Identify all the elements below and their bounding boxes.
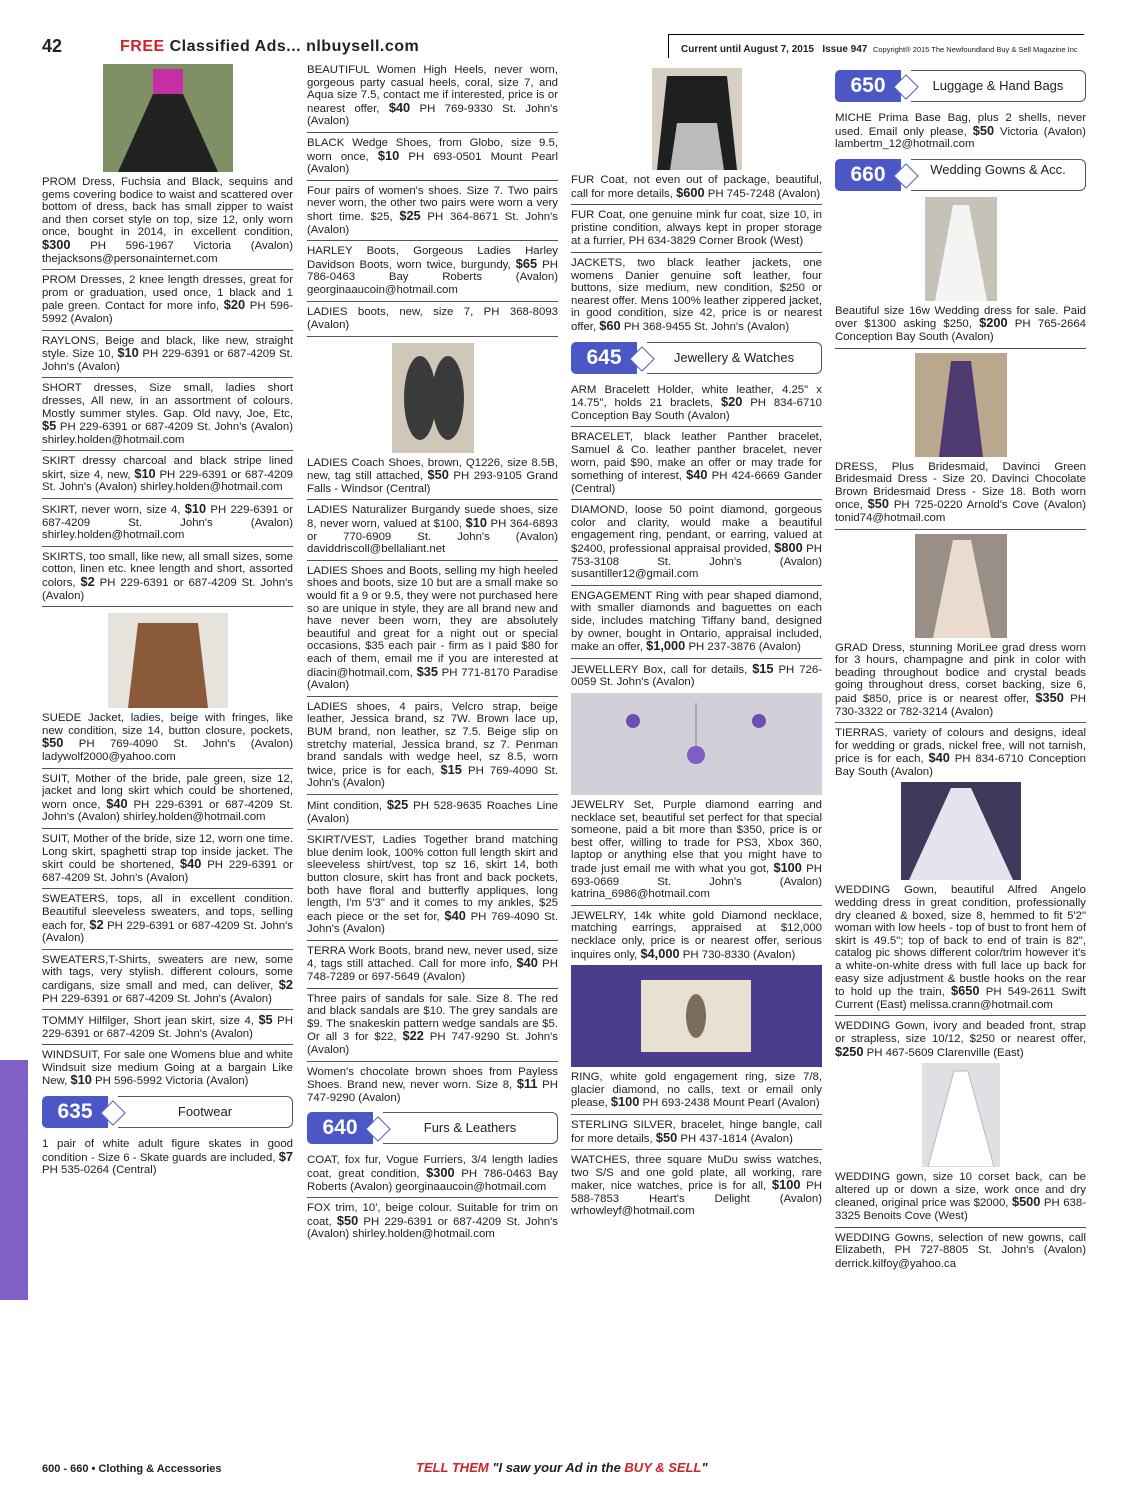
ad-ivory-gown: WEDDING Gown, ivory and beaded front, strap or strapless, size 10/12, $250 or nearest offer, $250 PH 467-5609 Clarenville (East) bbox=[835, 1020, 1086, 1059]
ad-fox-coat: COAT, fox fur, Vogue Furriers, 3/4 length ladies coat, great condition, $300 PH 786-0463 Bay Roberts (Avalon) georginaaucoin@hotmail.com bbox=[307, 1150, 558, 1198]
ad-shoes-and-boots: LADIES Shoes and Boots, selling my high heeled shoes and boots, size 10 but are a small make so would fit a 9 or 9.5, they were not purchased here so are unique in style, they are all brand new and have never been worn, they are absolutely beautiful and great for a night out or special occasions, $35 each pair - firm as I paid $80 for each of them, email me if you are interested at diacin@hotmail.com, $35 PH 771-8170 Paradise (Avalon) bbox=[307, 561, 558, 697]
column-4 bbox=[835, 64, 1086, 1274]
ad-suit-pale-green: SUIT, Mother of the bride, pale green, size 12, jacket and long skirt which could be shortened, worn once, $40 PH 229-6391 or 687-4209 St. John's (Avalon) shirley.holden@hotmail.com bbox=[42, 769, 293, 829]
section-635-footwear[interactable] bbox=[42, 1096, 293, 1128]
ad-coach-shoes: LADIES Coach Shoes, brown, Q1226, size 8.5B, new, tag still attached, $50 PH 293-9105 Grand Falls - Windsor (Central) bbox=[307, 453, 558, 501]
classified-label: Classified Ads... bbox=[169, 38, 302, 55]
ad-photo-jewelry-set bbox=[571, 693, 822, 795]
ad-grad-dress: GRAD Dress, stunning MoriLee grad dress worn for 3 hours, champagne and pink in color with beading throughout bodice and crystal beads going throughout dress, corset backing, size 6, paid $850, price is or nearest offer, $350 PH 730-3322 or 782-3214 (Avalon) bbox=[835, 638, 1086, 724]
ad-photo-bridesmaid bbox=[915, 353, 1007, 457]
ad-suede-jacket: SUEDE Jacket, ladies, beige with fringes, like new condition, size 14, button closure, pockets, $50 PH 769-4090 St. John's (Avalon) ladywolf2000@yahoo.com bbox=[42, 708, 293, 768]
ad-sandals: Three pairs of sandals for sale. Size 8. The red and black sandals are $10. The grey sandals are $9. The snakeskin pattern wedge sandals are $5. Or all 3 for $22, $22 PH 747-9290 St. John's (Avalon) bbox=[307, 989, 558, 1062]
ad-panther-bracelet: BRACELET, black leather Panther bracelet, Samuel & Co. leather panther bracelet, never worn, paid $90, make an offer or may trade for something of interest, $40 PH 424-6669 Gander (Central) bbox=[571, 427, 822, 500]
site-link[interactable]: nlbuysell.com bbox=[306, 38, 420, 55]
ad-bridesmaid: DRESS, Plus Bridesmaid, Davinci Green Bridesmaid Dress - Size 20. Davinci Chocolate Brown Bridesmaid Dress - Size 18. Both worn once, $50 PH 725-0220 Arnold's Cove (Avalon) tonid74@hotmail.com bbox=[835, 457, 1086, 530]
ad-diamond: DIAMOND, loose 50 point diamond, gorgeous color and clarity, would make a beautiful engagement ring, pendant, or earring, valued at $2400, professional appraisal provided, $800 PH 753-3108 St. John's (Avalon) susantiller12@gmail.com bbox=[571, 500, 822, 586]
corset-gown-image bbox=[922, 1063, 1000, 1167]
section-number: 635 bbox=[42, 1096, 108, 1128]
ad-photo-fur-coat bbox=[652, 68, 742, 170]
section-label: Luggage & Hand Bags bbox=[911, 70, 1086, 102]
section-645-jewellery[interactable] bbox=[571, 342, 822, 374]
section-label: Footwear bbox=[118, 1096, 293, 1128]
ad-photo-prom-dress bbox=[103, 64, 233, 172]
ad-photo-ring bbox=[571, 965, 822, 1067]
ad-photo-suede-jacket bbox=[108, 613, 228, 708]
coach-shoes-image bbox=[392, 343, 474, 453]
ad-raylons: RAYLONS, Beige and black, like new, straight style. Size 10, $10 PH 229-6391 or 687-4209 St. John's (Avalon) bbox=[42, 331, 293, 379]
ad-jewelry-set: JEWELRY Set, Purple diamond earring and necklace set, beautiful set perfect for that special someone, paid a bit more than $350, price is or best offer, willing to trade for PS3, Xbox 360, laptop or anything else that you might have to trade just email me with what you got, $100 PH 693-0669 St. John's (Avalon) katrina_6986@hotmail.com bbox=[571, 795, 822, 906]
quote-pre: "I saw your Ad in the bbox=[492, 1460, 625, 1475]
section-number: 650 bbox=[835, 70, 901, 102]
free-label: FREE bbox=[120, 38, 165, 55]
ad-wedding-dress-16w: Beautiful size 16w Wedding dress for sale. Paid over $1300 asking $250, $200 PH 765-2664 Conception Bay South (Avalon) bbox=[835, 301, 1086, 349]
ad-harley-boots: HARLEY Boots, Gorgeous Ladies Harley Davidson Boots, worn twice, burgundy, $65 PH 786-0463 Bay Roberts (Avalon) georginaaucoin@hotmail.com bbox=[307, 241, 558, 301]
ad-prom-dresses: PROM Dresses, 2 knee length dresses, great for prom or graduation, used once, 1 black and 1 pale green. Contact for more info, $20 PH 596-5992 (Avalon) bbox=[42, 270, 293, 330]
ad-photo-alfred-angelo bbox=[901, 782, 1021, 880]
ad-windsuit: WINDSUIT, For sale one Womens blue and white Windsuit size medium Going at a bargain Like New, $10 PH 596-5992 Victoria (Avalon) bbox=[42, 1049, 293, 1088]
ad-terra-boots: TERRA Work Boots, brand new, never used, size 4, tags still attached. Call for more info, $40 PH 748-7289 or 697-5649 (Avalon) bbox=[307, 941, 558, 989]
tell-them-label: TELL THEM bbox=[416, 1460, 489, 1475]
wedding-dress-image bbox=[925, 197, 997, 301]
column-3 bbox=[571, 64, 822, 1222]
header-title bbox=[120, 38, 419, 56]
ring-image bbox=[571, 965, 822, 1067]
section-number: 660 bbox=[835, 159, 901, 191]
ad-arm-bracelet-holder: ARM Bracelett Holder, white leather, 4.25" x 14.75", holds 21 braclets, $20 PH 834-6710 Conception Bay South (Avalon) bbox=[571, 380, 822, 428]
ad-four-pairs: Four pairs of women's shoes. Size 7. Two pairs never worn, the other two pairs were worn a very short time. $25, $25 PH 364-8671 St. John's (Avalon) bbox=[307, 181, 558, 241]
page-header bbox=[0, 30, 1129, 64]
ad-prom-dress: PROM Dress, Fuchsia and Black, sequins and gems covering bodice to waist and scattered over bottom of dress, back has small zipper to waist and then corset style on top, size 12, only worn once, bought in 2014, in excellent condition, $300 PH 596-1967 Victoria (Avalon) thejacksons@personainternet.com bbox=[42, 172, 293, 270]
ad-skirt-vest: SKIRT/VEST, Ladies Together brand matching blue denim look, 100% cotton full length skirt and sleeveless shirt/vest, top sz 16, skirt 14, both button closure, skirt has front and back pockets, both have floral and butterfly appliques, long length, I'm 5'3" and it comes to my ankles, $25 each piece or the set for, $40 PH 769-4090 St. John's (Avalon) bbox=[307, 830, 558, 941]
ad-jewellery-box: JEWELLERY Box, call for details, $15 PH 726-0059 St. John's (Avalon) bbox=[571, 660, 823, 689]
column-1 bbox=[42, 64, 293, 1181]
ad-suit-size12: SUIT, Mother of the bride, size 12, worn one time. Long skirt, spaghetti strap top inside jacket. The skirt could be shortened, $40 PH 229-6391 or 687-4209 St. John's (Avalon) bbox=[42, 829, 293, 889]
section-number: 645 bbox=[571, 342, 637, 374]
ad-watches: WATCHES, three square MuDu swiss watches, two S/S and one gold plate, all working, rare maker, nice watches, price is for all, $100 PH 588-7853 Heart's Delight (Avalon) wrhowleyf@hotmail.com bbox=[571, 1154, 822, 1218]
ad-ring: RING, white gold engagement ring, size 7/8, glacier diamond, no calls, text or email only please, $100 PH 693-2438 Mount Pearl (Avalon) bbox=[571, 1067, 822, 1115]
section-650-luggage[interactable] bbox=[835, 70, 1086, 102]
ad-alfred-angelo: WEDDING Gown, beautiful Alfred Angelo wedding dress in great condition, professionally dry cleaned & boxed, size 8, hemmed to fit 5'2" woman with low heels - top of bust to front hem of skirt is 49.5"; top of back to end of train is 82", catalog pic shows different color/trim however it's a white-on-white dress with full lace up back for easy size adjustment & bustle hooks on the rear to hold up the train, $650 PH 549-2611 Swift Current (East) melissa.crann@hotmail.com bbox=[835, 880, 1086, 1016]
page-number: 42 bbox=[42, 36, 63, 56]
ad-diamond-necklace: JEWELRY, 14k white gold Diamond necklace, matching earrings, appraised at $12,000 necklace only, price is or nearest offer, serious inquires only, $4,000 PH 730-8330 (Avalon) bbox=[571, 909, 822, 961]
ad-photo-wedding-dress-16w bbox=[925, 197, 997, 301]
ad-high-heels: BEAUTIFUL Women High Heels, never worn, gorgeous party casual heels, coral, size 7, and Aqua size 7.5, contact me if interested, price is or nearest offer, $40 PH 769-9330 St. John's (Avalon) bbox=[307, 64, 558, 133]
ad-skirts: SKIRTS, too small, like new, all small sizes, some cotton, linen etc. knee length and short, assorted colors, $2 PH 229-6391 or 687-4209 St. John's (Avalon) bbox=[42, 547, 293, 607]
ad-sweaters-tops: SWEATERS, tops, all in excellent condition. Beautiful sleeveless sweaters, and tops, selling each for, $2 PH 229-6391 or 687-4209 St. John's (Avalon) bbox=[42, 889, 293, 949]
issue-info bbox=[668, 34, 1084, 58]
grad-dress-image bbox=[915, 534, 1007, 638]
ad-leather-jackets: JACKETS, two black leather jackets, one womens Danier genuine soft leather, four buttons, size medium, new condition, $250 or nearest offer. Mens 100% leather zippered jacket, in good condition, size 42, price is or nearest offer, $60 PH 368-9455 St. John's (Avalon) bbox=[571, 256, 822, 333]
suede-jacket-image bbox=[108, 613, 228, 708]
ad-gowns-selection: WEDDING Gowns, selection of new gowns, call Elizabeth, PH 727-8805 St. John's (Avalon) derrick.kilfoy@yahoo.ca bbox=[835, 1231, 1086, 1270]
prom-dress-image bbox=[103, 64, 233, 172]
ad-skirt-never-worn: SKIRT, never worn, size 4, $10 PH 229-6391 or 687-4209 St. John's (Avalon) shirley.holden@hotmail.com bbox=[42, 499, 293, 547]
section-number: 640 bbox=[307, 1112, 373, 1144]
side-color-tab bbox=[0, 1060, 28, 1300]
current-until: Current until August 7, 2015 bbox=[681, 44, 814, 55]
ad-miche-bag: MICHE Prima Base Bag, plus 2 shells, never used. Email only please, $50 Victoria (Avalon) lambertm_12@hotmail.com bbox=[835, 112, 1086, 151]
wedding-gown-image bbox=[901, 782, 1021, 880]
ad-short-dresses: SHORT dresses, Size small, ladies short dresses, All new, in an assortment of colours. Mostly summer styles. Gap. Old navy, Joe, Etc, $5 PH 229-6391 or 687-4209 St. John's (Avalon) shirley.holden@hotmail.com bbox=[42, 378, 293, 451]
ad-chocolate-shoes: Women's chocolate brown shoes from Payless Shoes. Brand new, never worn. Size 8, $11 PH 747-9290 (Avalon) bbox=[307, 1065, 558, 1104]
ad-tommy: TOMMY Hilfilger, Short jean skirt, size 4, $5 PH 229-6391 or 687-4209 St. John's (Avalon) bbox=[42, 1010, 293, 1045]
quote-brand: BUY & SELL bbox=[624, 1460, 702, 1475]
ad-sterling-silver: STERLING SILVER, bracelet, hinge bangle, call for more details, $50 PH 437-1814 (Avalon) bbox=[571, 1115, 822, 1150]
ad-mink-coat: FUR Coat, one genuine mink fur coat, size 10, in pristine condition, always kept in proper storage at a furrier, PH 634-3829 Corner Brook (West) bbox=[571, 205, 822, 253]
footer-tell-them bbox=[416, 1460, 708, 1475]
ad-figure-skates: 1 pair of white adult figure skates in good condition - Size 6 - Skate guards are included, $7 PH 535-0264 (Central) bbox=[42, 1138, 293, 1177]
section-640-furs[interactable] bbox=[307, 1112, 558, 1144]
column-2 bbox=[307, 64, 558, 1245]
ad-sweaters-tshirts: SWEATERS,T-Shirts, sweaters are new, some with tags, very stylish. different colours, some cardigans, size small and med, can deliver, $2 PH 229-6391 or 687-4209 St. John's (Avalon) bbox=[42, 950, 293, 1010]
ad-photo-coach-shoes bbox=[392, 343, 474, 453]
issue-number: Issue 947 bbox=[822, 44, 868, 55]
ad-corset-gown: WEDDING gown, size 10 corset back, can be altered up or down a size, work once and dry cleaned, original price was $2000, $500 PH 638-3325 Benoits Cove (West) bbox=[835, 1167, 1086, 1227]
ad-photo-corset-gown bbox=[922, 1063, 1000, 1167]
ad-skirt-dressy: SKIRT dressy charcoal and black stripe lined skirt, size 4, new, $10 PH 229-6391 or 687-4209 St. John's (Avalon) shirley.holden@hotmail.com bbox=[42, 451, 293, 499]
bridesmaid-dress-image bbox=[915, 353, 1007, 457]
quote-post: " bbox=[701, 1460, 708, 1475]
copyright: Copyright® 2015 The Newfoundland Buy & Sell Magazine Inc bbox=[872, 45, 1078, 54]
jewelry-set-image bbox=[571, 693, 822, 795]
section-660-wedding[interactable] bbox=[835, 159, 1086, 191]
ad-naturalizer: LADIES Naturalizer Burgandy suede shoes, size 8, never worn, valued at $100, $10 PH 364-6893 or 770-6909 St. John's (Avalon) daviddriscoll@bellaliant.net bbox=[307, 500, 558, 560]
section-label: Wedding Gowns & Acc. bbox=[911, 159, 1086, 191]
ad-fox-trim: FOX trim, 10', beige colour. Suitable for trim on coat, $50 PH 229-6391 or 687-4209 St. John's (Avalon) shirley.holden@hotmail.com bbox=[307, 1202, 558, 1241]
footer-category: 600 - 660 • Clothing & Accessories bbox=[42, 1463, 222, 1475]
ad-ladies-shoes-4-pairs: LADIES shoes, 4 pairs, Velcro strap, beige leather, Jessica brand, sz 7W. Brown lace up, BUM brand, non leather, sz 7.5. Beige slip on stretchy material, Jessica brand, sz 7. Penman brand sandals with wedge heel, sz 8.5, worn twice, price is for each, $15 PH 769-4090 St. John's (Avalon) bbox=[307, 697, 558, 795]
fur-coat-image bbox=[652, 68, 742, 170]
ad-tierras: TIERRAS, variety of colours and designs, ideal for wedding or grads, nickel free, will not tarnish, price is for each, $40 PH 834-6710 Conception Bay South (Avalon) bbox=[835, 727, 1086, 778]
ad-mint-condition: Mint condition, $25 PH 528-9635 Roaches Line (Avalon) bbox=[307, 795, 558, 830]
ad-wedge-shoes: BLACK Wedge Shoes, from Globo, size 9.5, worn once, $10 PH 693-0501 Mount Pearl (Avalon) bbox=[307, 133, 558, 181]
section-label: Jewellery & Watches bbox=[647, 342, 822, 374]
ad-ladies-boots: LADIES boots, new, size 7, PH 368-8093 (Avalon) bbox=[307, 302, 558, 337]
section-label: Furs & Leathers bbox=[383, 1112, 558, 1144]
ad-engagement-ring: ENGAGEMENT Ring with pear shaped diamond, with smaller diamonds and baguettes on each side, includes matching Tiffany band, designed by owner, bought in Ontario, appraisal included, make an offer, $1,000 PH 237-3876 (Avalon) bbox=[571, 586, 822, 659]
ad-photo-grad-dress bbox=[915, 534, 1007, 638]
ad-fur-coat-package: FUR Coat, not even out of package, beautiful, call for more details, $600 PH 745-7248 (Avalon) bbox=[571, 170, 822, 205]
